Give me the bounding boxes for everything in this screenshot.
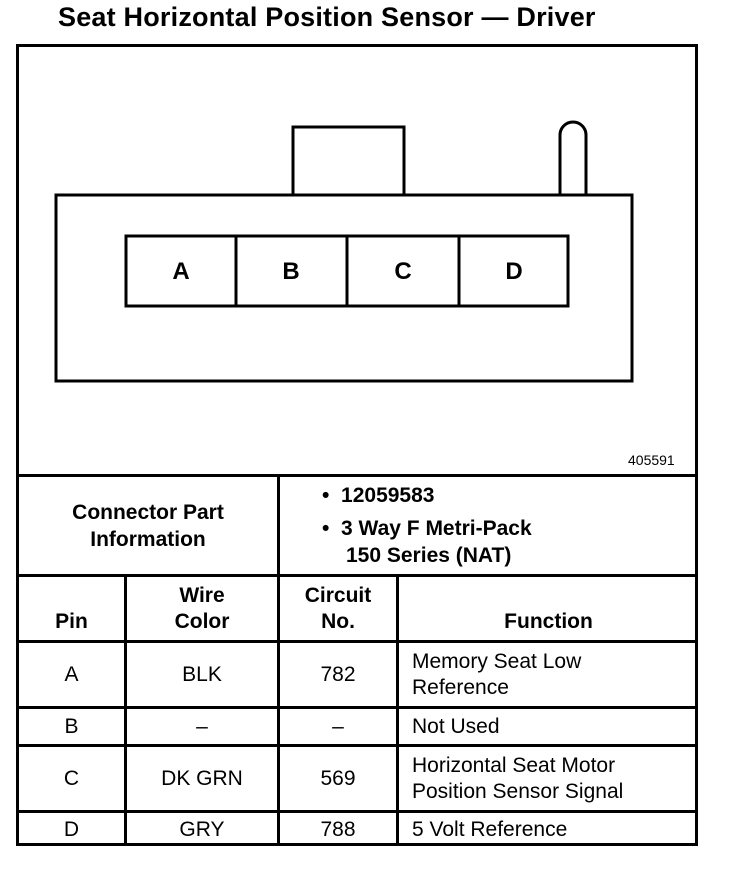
figure-number: 405591 — [628, 452, 675, 468]
table-row-wire-color: GRY — [179, 817, 225, 841]
pin-label-a: A — [172, 258, 190, 285]
part-description-2: 150 Series (NAT) — [346, 544, 512, 567]
table-row-pin: D — [63, 817, 80, 841]
table-row-function: Memory Seat Low Reference — [412, 649, 582, 699]
table-row-wire-color: BLK — [182, 662, 222, 686]
table-row-function: Horizontal Seat Motor Position Sensor Signal — [412, 753, 624, 803]
table-row-wire-color: – — [196, 714, 208, 738]
part-number: 12059583 — [341, 484, 435, 507]
header-wire-color: Wire Color — [174, 583, 230, 633]
table-row-pin: A — [64, 662, 79, 686]
table-row-circuit: – — [332, 714, 344, 738]
bullet-icon: • — [322, 484, 330, 507]
part-description-1: 3 Way F Metri-Pack — [341, 517, 532, 540]
table-row-function: 5 Volt Reference — [412, 817, 568, 841]
part-info-values — [280, 477, 698, 574]
header-pin: Pin — [55, 610, 88, 633]
table-row-function: Not Used — [412, 714, 500, 738]
pin-label-d: D — [505, 258, 523, 285]
page-title: Seat Horizontal Position Sensor — Driver — [58, 2, 596, 32]
pin-label-c: C — [394, 258, 412, 285]
part-info-label: Connector Part Information — [72, 500, 224, 551]
pin-label-b: B — [282, 258, 300, 285]
table-row-wire-color: DK GRN — [161, 766, 243, 790]
bullet-icon: • — [322, 517, 330, 540]
connector-latch — [293, 127, 404, 195]
table-row-pin: B — [64, 714, 79, 738]
part-number-line — [322, 482, 698, 509]
header-function: Function — [504, 610, 593, 633]
table-row-circuit: 569 — [320, 766, 356, 790]
header-circuit: Circuit No. — [304, 583, 372, 633]
connector-key-post — [560, 122, 586, 195]
table-row-pin: C — [63, 766, 80, 790]
part-description-line — [322, 515, 698, 542]
table-row-circuit: 782 — [320, 662, 356, 686]
connector-body — [56, 195, 632, 381]
table-row-circuit: 788 — [320, 817, 356, 841]
